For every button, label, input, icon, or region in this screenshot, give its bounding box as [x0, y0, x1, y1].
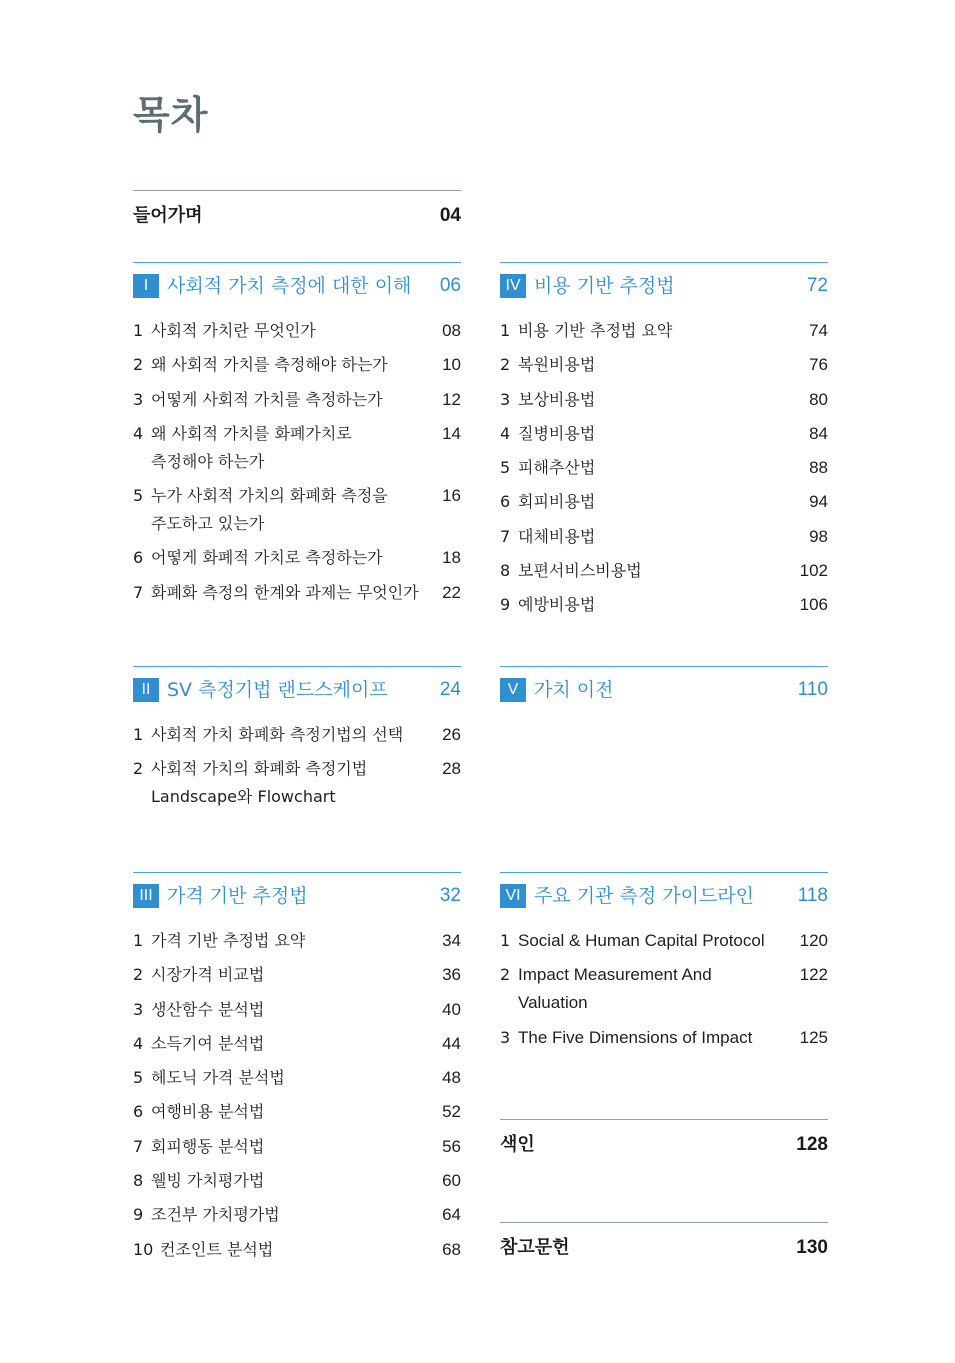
item-title: 보편서비스비용법	[518, 561, 642, 581]
item-page: 102	[799, 561, 828, 581]
item-title: 화폐화 측정의 한계와 과제는 무엇인가	[151, 582, 419, 602]
page-title: 목차	[133, 93, 209, 137]
item-number: 3	[133, 999, 144, 1019]
item-number: 6	[500, 492, 511, 512]
item-page: 28	[442, 759, 461, 779]
section-3-heading[interactable]	[133, 884, 461, 908]
item-number: 1	[133, 321, 144, 340]
toc-item[interactable]	[133, 996, 461, 1024]
section-numeral-badge: IV	[500, 274, 526, 298]
toc-item[interactable]	[133, 721, 461, 749]
divider	[500, 872, 828, 873]
item-number: 2	[133, 355, 144, 375]
divider	[500, 262, 828, 263]
section-page: 110	[797, 679, 828, 700]
item-page: 08	[442, 321, 461, 340]
toc-item[interactable]	[133, 1064, 461, 1092]
divider	[500, 1119, 828, 1120]
item-title: 회피행동 분석법	[151, 1136, 265, 1156]
item-title: Social & Human Capital Protocol	[518, 931, 765, 950]
item-number: 3	[133, 389, 144, 409]
item-title: 대체비용법	[518, 526, 596, 546]
item-title: 누가 사회적 가치의 화폐화 측정을 주도하고 있는가	[151, 486, 388, 534]
item-title: 컨조인트 분석법	[160, 1239, 274, 1259]
section-page: 24	[439, 679, 461, 700]
index-title: 색인	[500, 1134, 535, 1155]
item-page: 36	[442, 965, 461, 985]
toc-item[interactable]	[133, 544, 461, 572]
section-title: 주요 기관 측정 가이드라인	[534, 885, 755, 907]
item-page: 68	[442, 1239, 461, 1259]
item-number: 5	[133, 1068, 144, 1088]
item-title: 비용 기반 추정법 요약	[518, 321, 673, 340]
item-number: 1	[500, 321, 511, 340]
item-page: 18	[442, 548, 461, 568]
item-page: 120	[799, 931, 828, 950]
toc-item[interactable]	[500, 927, 828, 955]
item-title: 사회적 가치 화폐화 측정기법의 선택	[151, 725, 404, 744]
section-title: 사회적 가치 측정에 대한 이해	[167, 275, 412, 297]
section-numeral-badge: I	[133, 274, 159, 298]
divider	[133, 190, 461, 191]
section-5-heading[interactable]	[500, 678, 828, 702]
section-page: 32	[439, 885, 461, 906]
item-page: 106	[799, 595, 828, 615]
toc-item[interactable]	[133, 420, 461, 476]
item-page: 40	[442, 999, 461, 1019]
references-entry[interactable]	[500, 1222, 828, 1260]
item-page: 34	[442, 931, 461, 950]
item-title: 질병비용법	[518, 423, 596, 443]
item-title: 조건부 가치평가법	[151, 1205, 280, 1225]
item-page: 56	[442, 1136, 461, 1156]
section-title: SV 측정기법 랜드스케이프	[167, 679, 388, 701]
item-page: 80	[809, 389, 828, 409]
item-title: 소득기여 분석법	[151, 1033, 265, 1053]
item-title: 어떻게 사회적 가치를 측정하는가	[151, 389, 383, 409]
item-page: 10	[442, 355, 461, 375]
item-page: 14	[442, 423, 461, 443]
item-page: 52	[442, 1102, 461, 1122]
item-number: 6	[133, 1102, 144, 1122]
section-1	[133, 262, 461, 613]
section-numeral-badge: III	[133, 884, 159, 908]
toc-item[interactable]	[500, 317, 828, 345]
section-title: 가치 이전	[534, 679, 614, 701]
toc-item[interactable]	[500, 386, 828, 414]
section-3	[133, 872, 461, 1270]
item-number: 4	[133, 1033, 144, 1053]
item-number: 4	[133, 423, 144, 443]
item-title: 회피비용법	[518, 492, 596, 512]
toc-item[interactable]	[500, 1024, 828, 1052]
item-page: 74	[809, 321, 828, 340]
toc-item[interactable]	[133, 579, 461, 607]
item-number: 7	[133, 1136, 144, 1156]
item-number: 10	[133, 1239, 154, 1259]
item-number: 3	[500, 389, 511, 409]
section-1-heading[interactable]	[133, 274, 461, 298]
item-page: 125	[799, 1027, 828, 1047]
section-4	[500, 262, 828, 626]
item-title: Impact Measurement And Valuation	[518, 965, 712, 1013]
toc-item[interactable]	[500, 961, 828, 1017]
section-5	[500, 666, 828, 702]
divider	[133, 666, 461, 667]
toc-item[interactable]	[500, 420, 828, 448]
item-number: 5	[133, 486, 144, 506]
toc-item[interactable]	[133, 1201, 461, 1229]
item-number: 1	[133, 725, 144, 744]
item-title: 피해추산법	[518, 458, 596, 478]
section-6-heading[interactable]	[500, 884, 828, 908]
toc-item[interactable]	[133, 386, 461, 414]
item-page: 122	[799, 965, 828, 985]
item-page: 94	[809, 492, 828, 512]
section-2-heading[interactable]	[133, 678, 461, 702]
item-title: 시장가격 비교법	[151, 965, 265, 985]
toc-item[interactable]	[500, 523, 828, 551]
section-page: 06	[439, 275, 461, 296]
toc-item[interactable]	[133, 1133, 461, 1161]
item-page: 64	[442, 1205, 461, 1225]
toc-item[interactable]	[133, 1236, 461, 1264]
item-page: 88	[809, 458, 828, 478]
item-page: 22	[442, 582, 461, 602]
references-title: 참고문헌	[500, 1237, 570, 1258]
item-page: 76	[809, 355, 828, 375]
item-title: 여행비용 분석법	[151, 1102, 265, 1122]
item-number: 7	[500, 526, 511, 546]
item-number: 7	[133, 582, 144, 602]
section-title: 가격 기반 추정법	[167, 885, 308, 907]
toc-item[interactable]	[500, 557, 828, 585]
item-number: 4	[500, 423, 511, 443]
item-page: 48	[442, 1068, 461, 1088]
item-title: 왜 사회적 가치를 화폐가치로 측정해야 하는가	[151, 423, 352, 471]
item-number: 6	[133, 548, 144, 568]
intro-page: 04	[439, 205, 461, 226]
toc-item[interactable]	[133, 317, 461, 345]
item-number: 9	[133, 1205, 144, 1225]
toc-item[interactable]	[500, 454, 828, 482]
item-number: 3	[500, 1027, 511, 1047]
item-page: 60	[442, 1171, 461, 1191]
item-number: 1	[133, 931, 144, 950]
item-page: 16	[442, 486, 461, 506]
toc-item[interactable]	[133, 1167, 461, 1195]
item-number: 2	[500, 965, 511, 985]
toc-item[interactable]	[133, 927, 461, 955]
item-number: 8	[500, 561, 511, 581]
item-title: 사회적 가치란 무엇인가	[151, 321, 316, 340]
item-title: 가격 기반 추정법 요약	[151, 931, 306, 950]
item-title: The Five Dimensions of Impact	[518, 1027, 753, 1047]
section-6	[500, 872, 828, 1058]
index-entry[interactable]	[500, 1119, 828, 1157]
intro-title: 들어가며	[133, 205, 203, 226]
toc-item[interactable]	[500, 488, 828, 516]
item-title: 헤도닉 가격 분석법	[151, 1068, 285, 1088]
item-page: 12	[442, 389, 461, 409]
item-number: 2	[133, 965, 144, 985]
item-number: 5	[500, 458, 511, 478]
item-title: 어떻게 화폐적 가치로 측정하는가	[151, 548, 383, 568]
item-title: 예방비용법	[518, 595, 596, 615]
section-numeral-badge: II	[133, 678, 159, 702]
item-title: 왜 사회적 가치를 측정해야 하는가	[151, 355, 388, 375]
item-number: 9	[500, 595, 511, 615]
section-numeral-badge: V	[500, 678, 526, 702]
item-page: 98	[809, 526, 828, 546]
intro-entry[interactable]	[133, 190, 461, 228]
section-4-heading[interactable]	[500, 274, 828, 298]
toc-item[interactable]	[500, 351, 828, 379]
section-numeral-badge: VI	[500, 884, 526, 908]
item-number: 2	[133, 759, 144, 779]
item-number: 1	[500, 931, 511, 950]
toc-item[interactable]	[133, 755, 461, 811]
index-page: 128	[796, 1134, 828, 1155]
item-page: 26	[442, 725, 461, 744]
toc-item[interactable]	[133, 482, 461, 538]
section-page: 72	[806, 275, 828, 296]
item-title: 생산함수 분석법	[151, 999, 265, 1019]
divider	[500, 666, 828, 667]
item-page: 44	[442, 1033, 461, 1053]
item-title: 웰빙 가치평가법	[151, 1171, 265, 1191]
section-page: 118	[797, 885, 828, 906]
toc-item[interactable]	[133, 1030, 461, 1058]
item-number: 8	[133, 1171, 144, 1191]
divider	[133, 262, 461, 263]
toc-item[interactable]	[500, 591, 828, 619]
item-title: 복원비용법	[518, 355, 596, 375]
item-page: 84	[809, 423, 828, 443]
item-title: 보상비용법	[518, 389, 596, 409]
item-number: 2	[500, 355, 511, 375]
divider	[500, 1222, 828, 1223]
toc-item[interactable]	[133, 351, 461, 379]
section-title: 비용 기반 추정법	[534, 275, 675, 297]
section-2	[133, 666, 461, 818]
divider	[133, 872, 461, 873]
toc-item[interactable]	[133, 1098, 461, 1126]
item-title: 사회적 가치의 화폐화 측정기법 Landscape와 Flowchart	[151, 759, 368, 807]
references-page: 130	[796, 1237, 828, 1258]
toc-item[interactable]	[133, 961, 461, 989]
